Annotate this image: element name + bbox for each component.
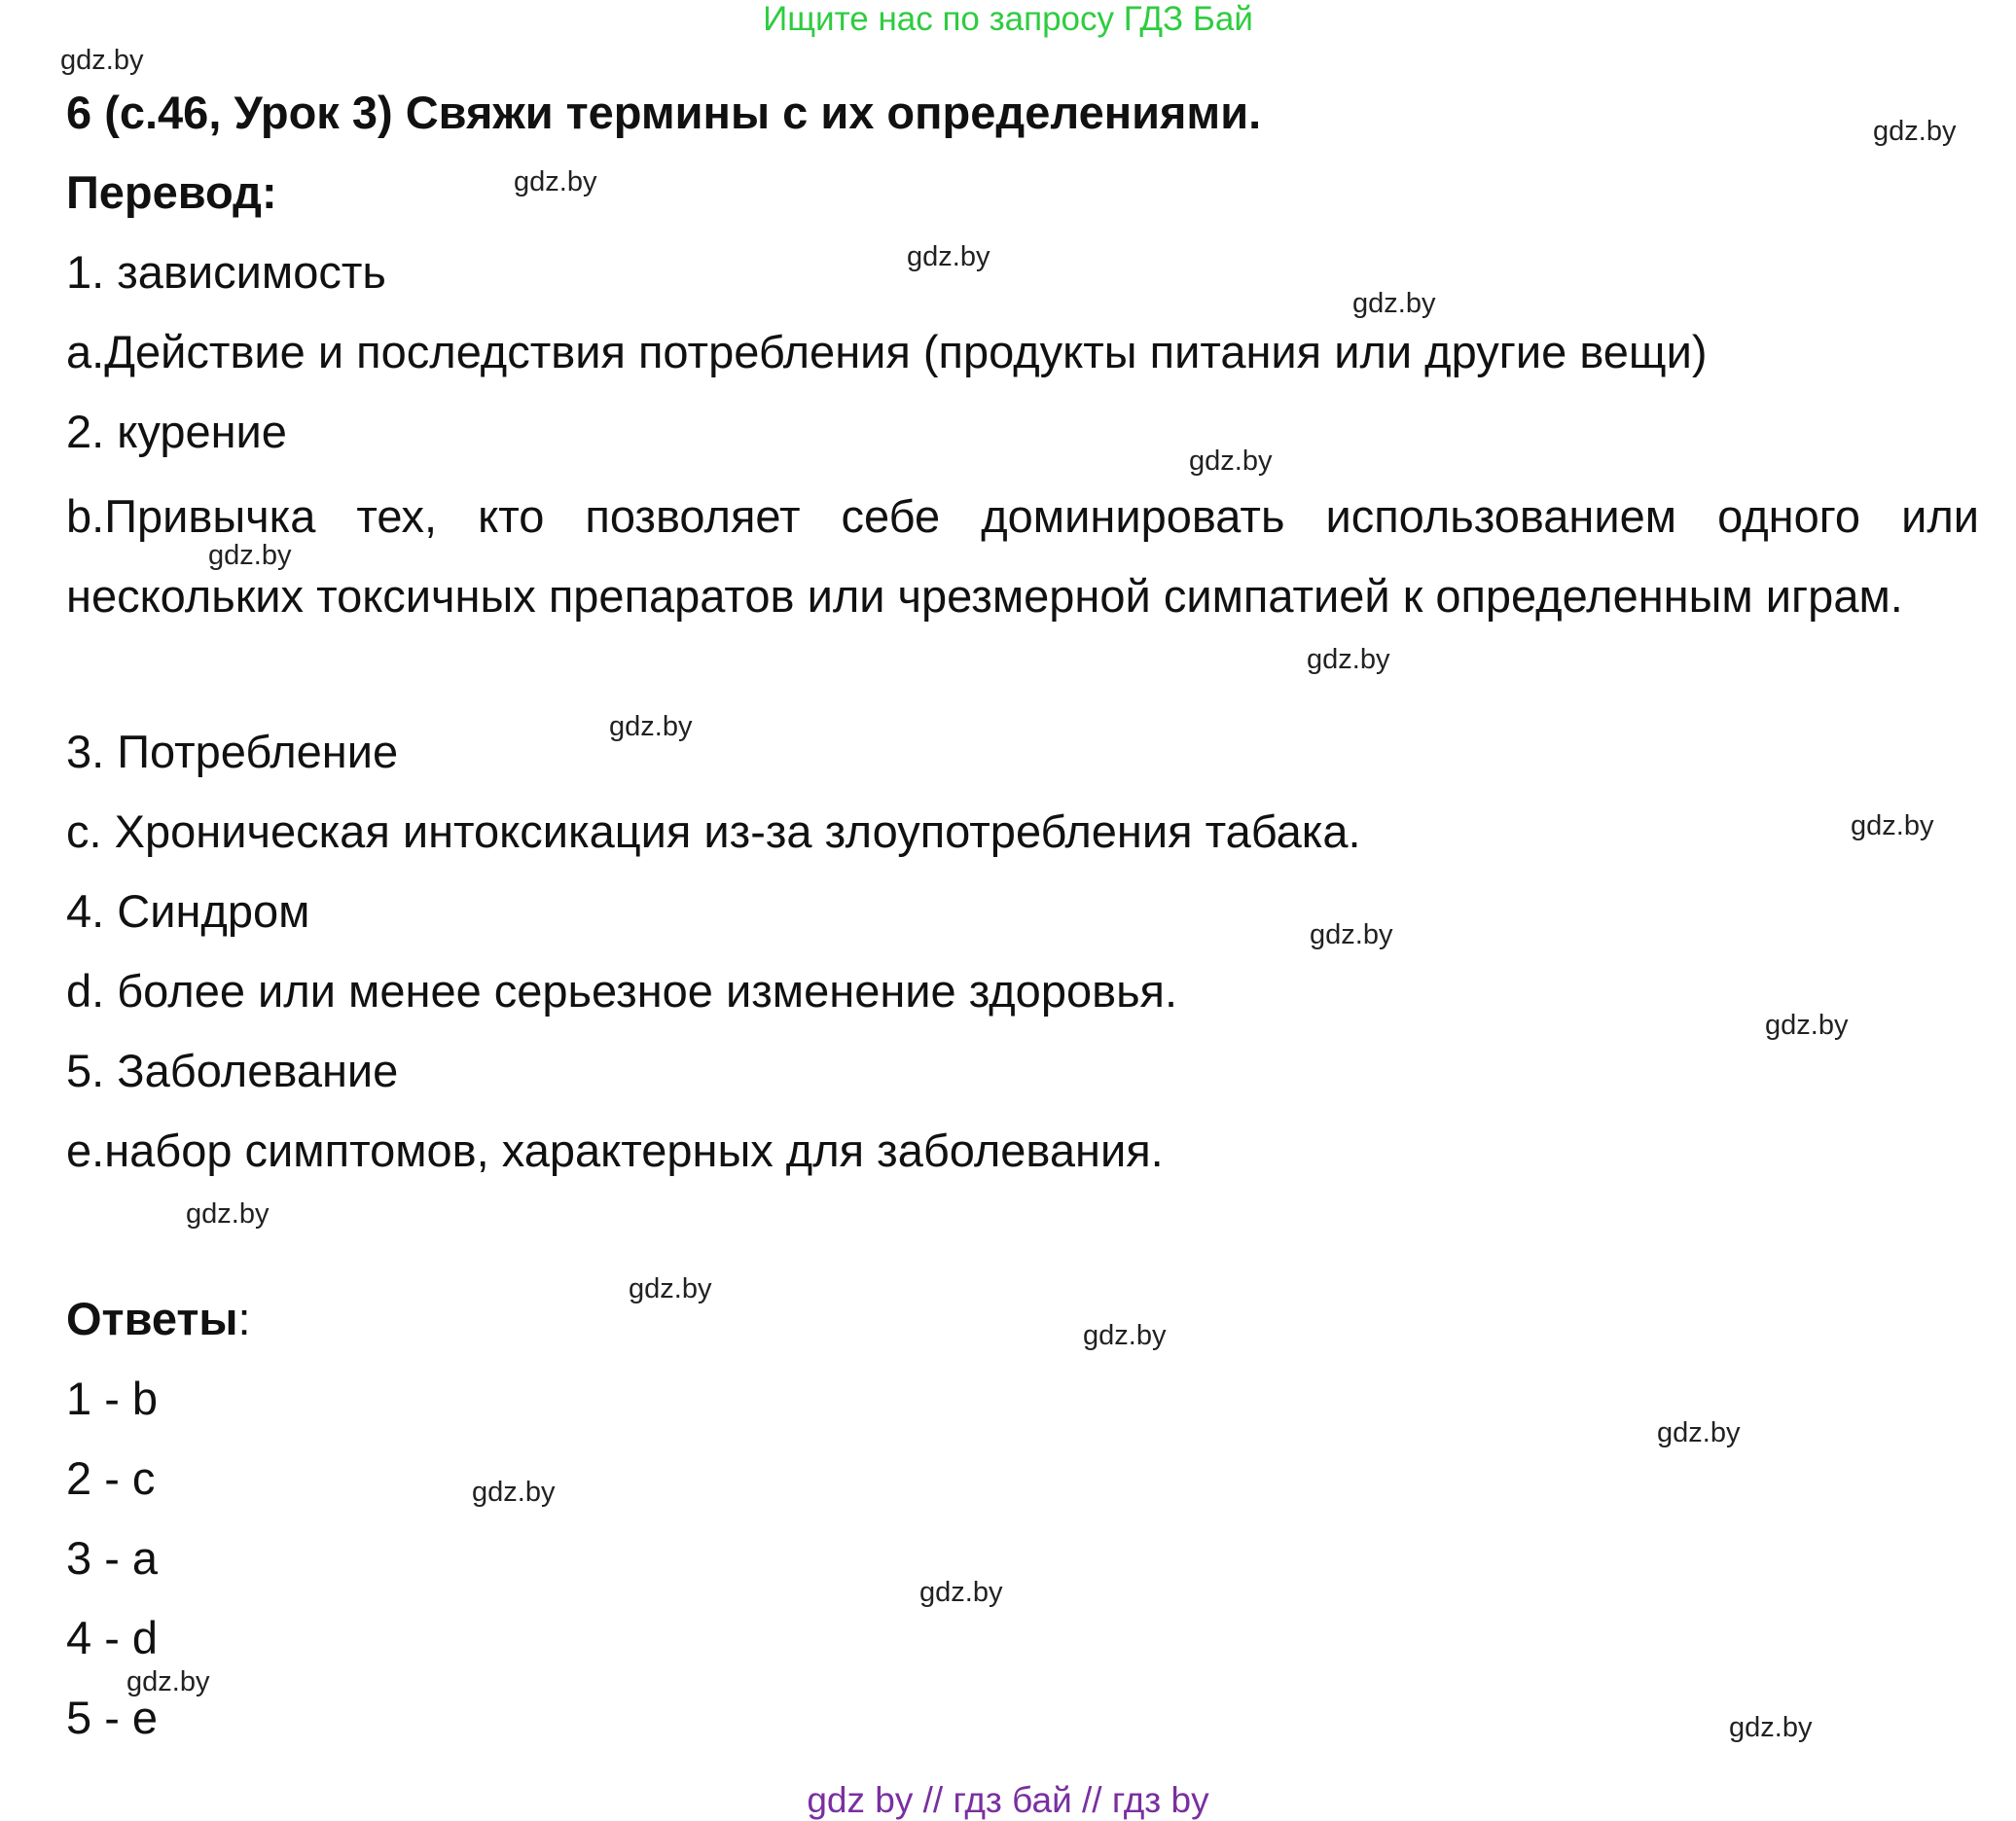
watermark: gdz.by bbox=[1729, 1712, 1813, 1743]
watermark: gdz.by bbox=[186, 1198, 270, 1230]
watermark: gdz.by bbox=[472, 1477, 556, 1508]
task-title: 6 (с.46, Урок 3) Свяжи термины с их определениями. bbox=[66, 87, 1262, 138]
answer-1: 1 - b bbox=[66, 1373, 159, 1424]
watermark: gdz.by bbox=[609, 711, 693, 742]
answer-3: 3 - a bbox=[66, 1532, 159, 1584]
term-2: 2. курение bbox=[66, 406, 287, 457]
watermark: gdz.by bbox=[1352, 288, 1436, 319]
watermark: gdz.by bbox=[1851, 810, 1934, 841]
translation-heading: Перевод: bbox=[66, 166, 277, 218]
watermark: gdz.by bbox=[907, 241, 990, 272]
definition-d: d. более или менее серьезное изменение здоровья. bbox=[66, 965, 1178, 1017]
watermark: gdz.by bbox=[1189, 446, 1273, 477]
watermark: gdz.by bbox=[1873, 116, 1957, 147]
answer-2: 2 - c bbox=[66, 1452, 156, 1504]
watermark: gdz.by bbox=[1765, 1010, 1849, 1041]
definition-e: e.набор симптомов, характерных для заболевания. bbox=[66, 1125, 1164, 1176]
answers-heading bbox=[66, 1290, 251, 1348]
watermark: gdz.by bbox=[1310, 919, 1393, 950]
watermark: gdz.by bbox=[60, 45, 144, 76]
term-3: 3. Потребление bbox=[66, 726, 399, 777]
watermark: gdz.by bbox=[514, 166, 597, 197]
term-4: 4. Синдром bbox=[66, 885, 310, 937]
watermark: gdz.by bbox=[1657, 1417, 1741, 1448]
term-5: 5. Заболевание bbox=[66, 1045, 399, 1096]
definition-c: c. Хроническая интоксикация из-за злоупотребления табака. bbox=[66, 805, 1361, 857]
top-banner: Ищите нас по запросу ГДЗ Бай bbox=[763, 0, 1253, 38]
definition-b: b.Привычка тех, кто позволяет себе доминировать использованием одного или нескольких токсичных препаратов или чрезмерной симпатией к определенным играм. bbox=[66, 490, 1979, 622]
watermark: gdz.by bbox=[1307, 644, 1390, 675]
answer-4: 4 - d bbox=[66, 1612, 159, 1663]
answers-heading-colon: : bbox=[237, 1293, 251, 1344]
answer-5: 5 - e bbox=[66, 1692, 159, 1743]
term-1: 1. зависимость bbox=[66, 246, 386, 298]
watermark: gdz.by bbox=[629, 1273, 712, 1304]
definition-a: а.Действие и последствия потребления (продукты питания или другие вещи) bbox=[66, 326, 1708, 377]
footer-links: gdz by // гдз бай // гдз by bbox=[807, 1780, 1209, 1820]
watermark: gdz.by bbox=[919, 1577, 1003, 1608]
watermark: gdz.by bbox=[208, 540, 292, 571]
answers-heading-label: Ответы bbox=[66, 1293, 238, 1344]
watermark: gdz.by bbox=[126, 1666, 210, 1697]
watermark: gdz.by bbox=[1083, 1320, 1167, 1351]
